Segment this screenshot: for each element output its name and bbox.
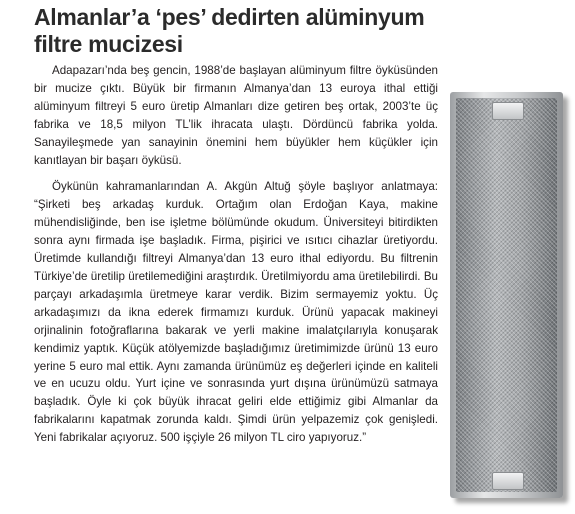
filter-photo xyxy=(450,92,574,504)
filter-mesh xyxy=(456,98,557,492)
article-paragraph-quote: Öykünün kahramanlarından A. Akgün Altuğ şöyle başlıyor anlatmaya: “Şirketi beş arkadaş kurduk. Ortağım olan Erdoğan Kaya, makine mühendisliğinde, ben ise işletme bölümünde okudum. Üniversiteyi bitirdikten sonra aynı firmada işe başladık. Firma, pişirici ve ısıtıcı cihazlar üretiyordu. Üretimde kullandığı filtreyi Almanya’dan 13 euro ithal ediyordu. Bu filtrenin Türkiye’de üretilip üretilemediğini araştırdık. Üretilmiyordu ama üretilebilirdi. Bu parçayı arkadaşımla üretmeye karar verdik. Bizim sermayemiz yoktu. Üç arkadaşımızı da ikna ederek firmamızı kurduk. Ürünü yapacak makineyi orjinalinin fotoğraflarına bakarak ve yerli makine imalatçılarıyla konuşarak kendimiz yaptık. Küçük atölyemizde başladığımız üretimimizde ürünü 13 euro yerine 5 euro mal ettik. Aynı zamanda ürünümüz eş değerleri içinde en kaliteli ve en ucuzu oldu. Yurt içine ve sonrasında yurt dışına ürünümüzü satmaya başladık. Öyle ki çok büyük ihracat geliri elde ettiğimiz gibi Almanlar da fabrikalarını kapatmak zorunda kaldı. Şimdi ürün yelpazemiz çok genişledi. Yeni fabrikalar açıyoruz. 500 işçiyle 26 milyon TL ciro yapıyoruz.” xyxy=(34,180,438,445)
filter-handle-top xyxy=(492,102,524,120)
article-headline xyxy=(34,4,444,58)
headline-line-1: Almanlar’a ‘pes’ dedirten alüminyum xyxy=(34,4,425,30)
filter-handle-bottom xyxy=(492,472,524,490)
article-paragraph-intro: Adapazarı’nda beş gencin, 1988’de başlayan alüminyum filtre öyküsünden bir mucize çıktı. Büyük bir firmanın Almanya’dan 13 euroya ithal ettiği alüminyum filtreyi 5 euro üretip Almanları dize getiren beş ortak, 2003’te üç fabrika ve 18,5 milyon TL’lik ihracata ulaştı. Dördüncü fabrika yolda. Sanayileşmede yan sanayinin önemini hem büyükler hem küçükler için kanıtlayan bir başarı öyküsü. xyxy=(34,64,438,167)
filter-frame xyxy=(450,92,563,498)
article-body xyxy=(34,62,438,447)
headline-line-2: filtre mucizesi xyxy=(34,31,183,57)
